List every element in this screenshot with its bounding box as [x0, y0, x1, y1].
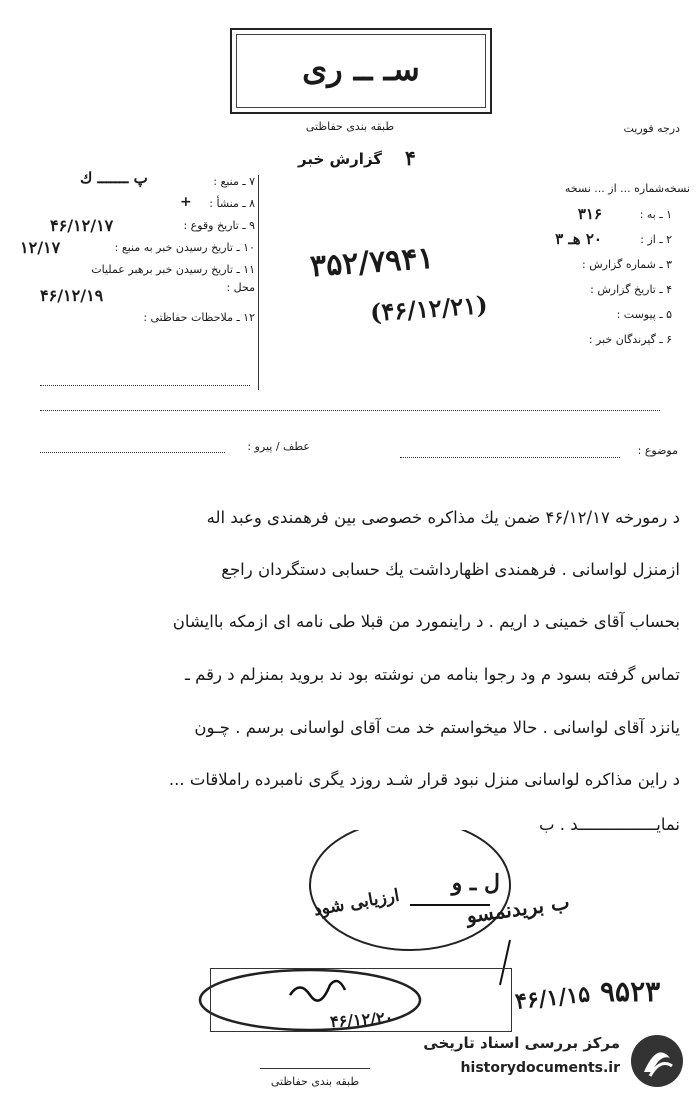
handwritten-number: ۳۵۲/۷۹۴۱	[308, 240, 435, 285]
body-line: یانزد آقای لواسانی . حالا میخواستم خد مت آقای لواسانی برسم . چـون	[194, 718, 680, 737]
signature-bottom-note: ۴۶/۱۲/۲۰	[329, 1007, 394, 1032]
field-source-arrival-date-value: ۱۲/۱۷	[20, 238, 61, 257]
bottom-stamp-box	[210, 968, 512, 1032]
field-source-value: پ ـــــــ ك	[80, 169, 148, 187]
field-source	[50, 169, 255, 197]
subject-label: موضوع :	[637, 444, 678, 457]
field-occurrence-date-value: ۴۶/۱۲/۱۷	[50, 216, 114, 235]
form-title: گزارش خبر	[297, 150, 383, 168]
body-line: نمایــــــــــــــــد . ب	[538, 815, 680, 834]
field-from-label: ۲ ـ از :	[640, 233, 672, 246]
handwritten-date: (۴۶/۱۲/۲۱)	[369, 289, 489, 328]
left-fields	[20, 169, 255, 333]
signature-date-note: ۴۶/۱/۱۵	[513, 981, 592, 1015]
field-ops-arrival-date-value: ۴۶/۱۲/۱۹	[40, 286, 104, 305]
signature-side-note: ارزیابی شود	[312, 885, 401, 921]
field-source-arrival-date-label: ۱۰ ـ تاریخ رسیدن خبر به منبع :	[114, 241, 255, 254]
field-from-value: ۲۰ هـ ۳	[555, 230, 602, 248]
dotted-line	[400, 457, 620, 458]
field-place-label: محل :	[226, 281, 255, 294]
signature-circle-text: ل ـ و	[451, 870, 500, 896]
field-occurrence-date	[50, 216, 255, 241]
footer-rule	[260, 1068, 370, 1069]
field-report-number-label: ۳ ـ شماره گزارش :	[582, 258, 672, 271]
watermark	[418, 1030, 690, 1092]
dotted-line	[40, 410, 660, 411]
urgency-label: درجه فوریت	[623, 122, 680, 135]
field-recipients	[452, 333, 672, 358]
field-ops-arrival-date	[30, 263, 255, 281]
field-ops-arrival-date-label: ۱۱ ـ تاریخ رسیدن خبر برهبر عملیات	[91, 263, 255, 276]
field-security-notes-label: ۱۲ ـ ملاحظات حفاظتی :	[143, 311, 255, 324]
watermark-logo-icon	[628, 1032, 686, 1090]
body-line: د رمورخه ۴۶/۱۲/۱۷ ضمن یك مذاکره خصوصی بین فرهمندی وعبد اله	[206, 508, 680, 527]
body-line: ازمنزل لواسانی . فرهمندی اظهارداشت یك حسابی دستگردان راجع	[221, 560, 680, 579]
signature-name: ب بریدنمسو	[464, 889, 571, 928]
field-origin-value: +	[180, 194, 192, 210]
copy-number: ۴	[405, 146, 416, 170]
field-security-notes	[50, 311, 255, 333]
field-attachment-label: ۵ ـ پیوست :	[616, 308, 672, 321]
watermark-url: historydocuments.ir	[460, 1060, 620, 1076]
reference-label: عطف / پیرو :	[247, 440, 310, 453]
field-from	[452, 230, 672, 258]
body-line: د راین مذاکره لواسانی منزل نبود قرار شـد روزد یگری نامبرده راملاقات ...	[168, 770, 680, 789]
copy-line: نسخه‌شماره ... از ... نسخه	[564, 182, 690, 195]
classification-stamp-text: سـ ــ ری	[302, 50, 420, 88]
dotted-line	[40, 452, 225, 453]
classification-stamp-box	[230, 28, 492, 114]
field-to-label: ۱ ـ به :	[639, 208, 672, 221]
field-recipients-label: ۶ ـ گیرندگان خبر :	[588, 333, 672, 346]
field-occurrence-date-label: ۹ ـ تاریخ وقوع :	[183, 219, 255, 232]
classification-label: طبقه بندی حفاظتی	[305, 120, 395, 133]
field-place	[40, 281, 255, 305]
signature-number-note: ۹۵۲۳	[600, 975, 661, 1008]
field-source-label: ۷ ـ منبع :	[213, 175, 255, 188]
field-origin-label: ۸ ـ منشأ :	[209, 197, 255, 210]
right-fields	[452, 205, 672, 358]
body-line: تماس گرفته بسود م ود رجوا بنامه من نوشته بود ند بروید بمنزلم د رقم ـ	[185, 665, 680, 684]
watermark-title: مرکز بررسی اسناد تاریخی	[423, 1034, 620, 1052]
dotted-line	[40, 385, 250, 386]
body-line: بحساب آقای خمینی د اریم . د راینمورد من قبلا طی نامه ای ازمکه باایشان	[172, 612, 680, 631]
field-report-date-label: ۴ ـ تاریخ گزارش :	[590, 283, 672, 296]
footer-classification: طبقه بندی حفاظتی	[270, 1075, 360, 1088]
field-to-value: ۳۱۶	[577, 205, 602, 223]
header-divider	[258, 175, 259, 390]
field-source-arrival-date	[20, 238, 255, 263]
field-report-number	[452, 258, 672, 283]
